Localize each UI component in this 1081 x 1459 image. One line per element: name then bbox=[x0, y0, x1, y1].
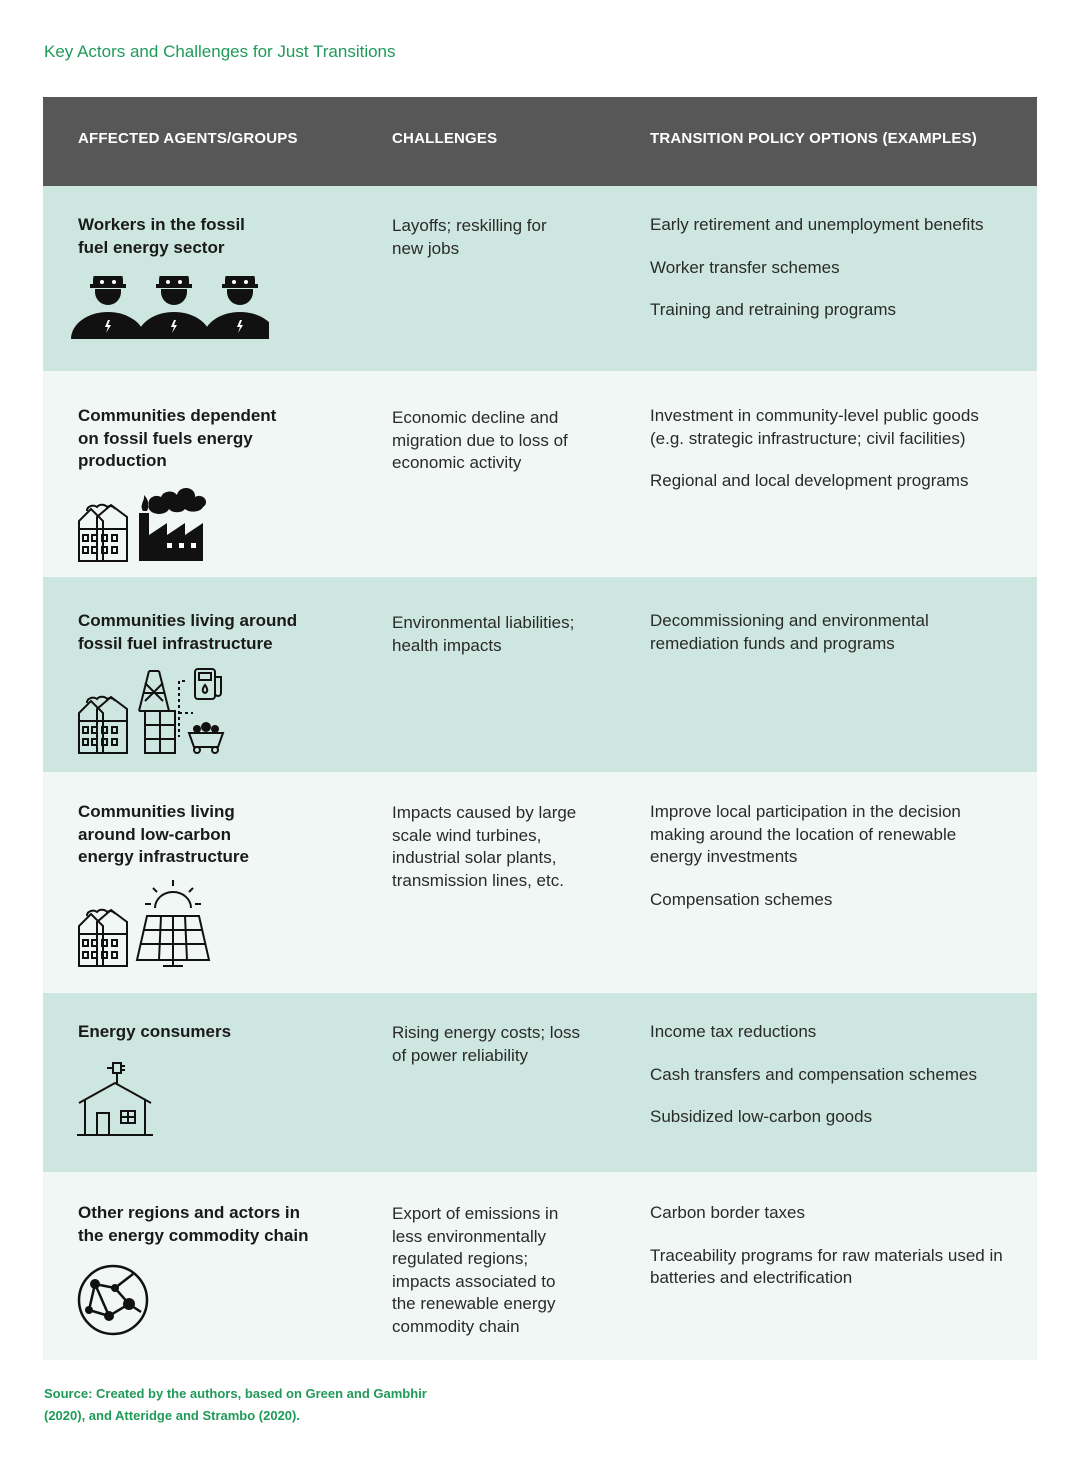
house-plug-icon bbox=[77, 1059, 157, 1144]
policy-list bbox=[650, 610, 970, 675]
policy-item: Carbon border taxes bbox=[650, 1203, 805, 1222]
table-row bbox=[43, 371, 1037, 577]
agent-label: Workers in the fossil fuel energy sector bbox=[78, 215, 245, 257]
page-title: Key Actors and Challenges for Just Transitions bbox=[44, 42, 396, 61]
policy-list bbox=[650, 214, 1030, 342]
source-note: Source: Created by the authors, based on Green and Gambhir (2020), and Atteridge and Strambo (2020). bbox=[44, 1386, 427, 1423]
agent-label: Other regions and actors in the energy commodity chain bbox=[78, 1203, 309, 1245]
policy-item: Training and retraining programs bbox=[650, 300, 896, 320]
header-affected-agents: AFFECTED AGENTS/GROUPS bbox=[78, 130, 298, 147]
globe-network-icon bbox=[75, 1262, 151, 1343]
table-row bbox=[43, 186, 1037, 371]
workers-icon bbox=[69, 276, 269, 346]
table-header bbox=[43, 97, 1037, 186]
policy-list bbox=[650, 1021, 1030, 1149]
policy-list bbox=[650, 1202, 1020, 1310]
agent-label: Communities living around low-carbon energy infrastructure bbox=[78, 802, 249, 867]
policy-item: Traceability programs for raw materials used in batteries and electrification bbox=[650, 1245, 1003, 1288]
policy-item: Compensation schemes bbox=[650, 889, 833, 909]
actors-table bbox=[43, 97, 1037, 1360]
header-challenges: CHALLENGES bbox=[392, 130, 498, 147]
challenge-text: Impacts caused by large scale wind turbines, industrial solar plants, transmission lines, etc. bbox=[392, 803, 577, 890]
table-row bbox=[43, 993, 1037, 1172]
policy-item: Income tax reductions bbox=[650, 1022, 817, 1041]
policy-item: Worker transfer schemes bbox=[650, 257, 840, 277]
houses-factory-icon bbox=[77, 487, 217, 568]
header-policy-options: TRANSITION POLICY OPTIONS (EXAMPLES) bbox=[650, 130, 977, 147]
policy-item: Improve local participation in the decision making around the location of renewable energy investments bbox=[650, 802, 961, 867]
policy-item: Investment in community-level public goods (e.g. strategic infrastructure; civil facilities) bbox=[650, 406, 979, 448]
houses-solar-panel-icon bbox=[77, 878, 217, 973]
houses-oil-rig-icon bbox=[77, 667, 237, 760]
table-row bbox=[43, 577, 1037, 772]
challenge-text: Export of emissions in less environmentally regulated regions; impacts associated to the renewable energy commodity chain bbox=[392, 1204, 559, 1336]
policy-item: Early retirement and unemployment benefits bbox=[650, 215, 984, 234]
policy-list bbox=[650, 801, 1000, 931]
challenge-text: Layoffs; reskilling for new jobs bbox=[392, 216, 547, 258]
policy-list bbox=[650, 405, 1015, 513]
policy-item: Regional and local development programs bbox=[650, 471, 969, 491]
challenge-text: Economic decline and migration due to loss of economic activity bbox=[392, 408, 568, 473]
agent-label: Communities dependent on fossil fuels energy production bbox=[78, 406, 277, 471]
agent-label: Communities living around fossil fuel infrastructure bbox=[78, 611, 298, 653]
challenge-text: Environmental liabilities; health impacts bbox=[392, 613, 575, 655]
policy-item: Subsidized low-carbon goods bbox=[650, 1107, 873, 1127]
agent-label: Energy consumers bbox=[78, 1022, 232, 1041]
table-row bbox=[43, 772, 1037, 993]
policy-item: Decommissioning and environmental remediation funds and programs bbox=[650, 611, 929, 653]
policy-item: Cash transfers and compensation schemes bbox=[650, 1064, 977, 1084]
challenge-text: Rising energy costs; loss of power reliability bbox=[392, 1023, 581, 1065]
table-row bbox=[43, 1172, 1037, 1360]
